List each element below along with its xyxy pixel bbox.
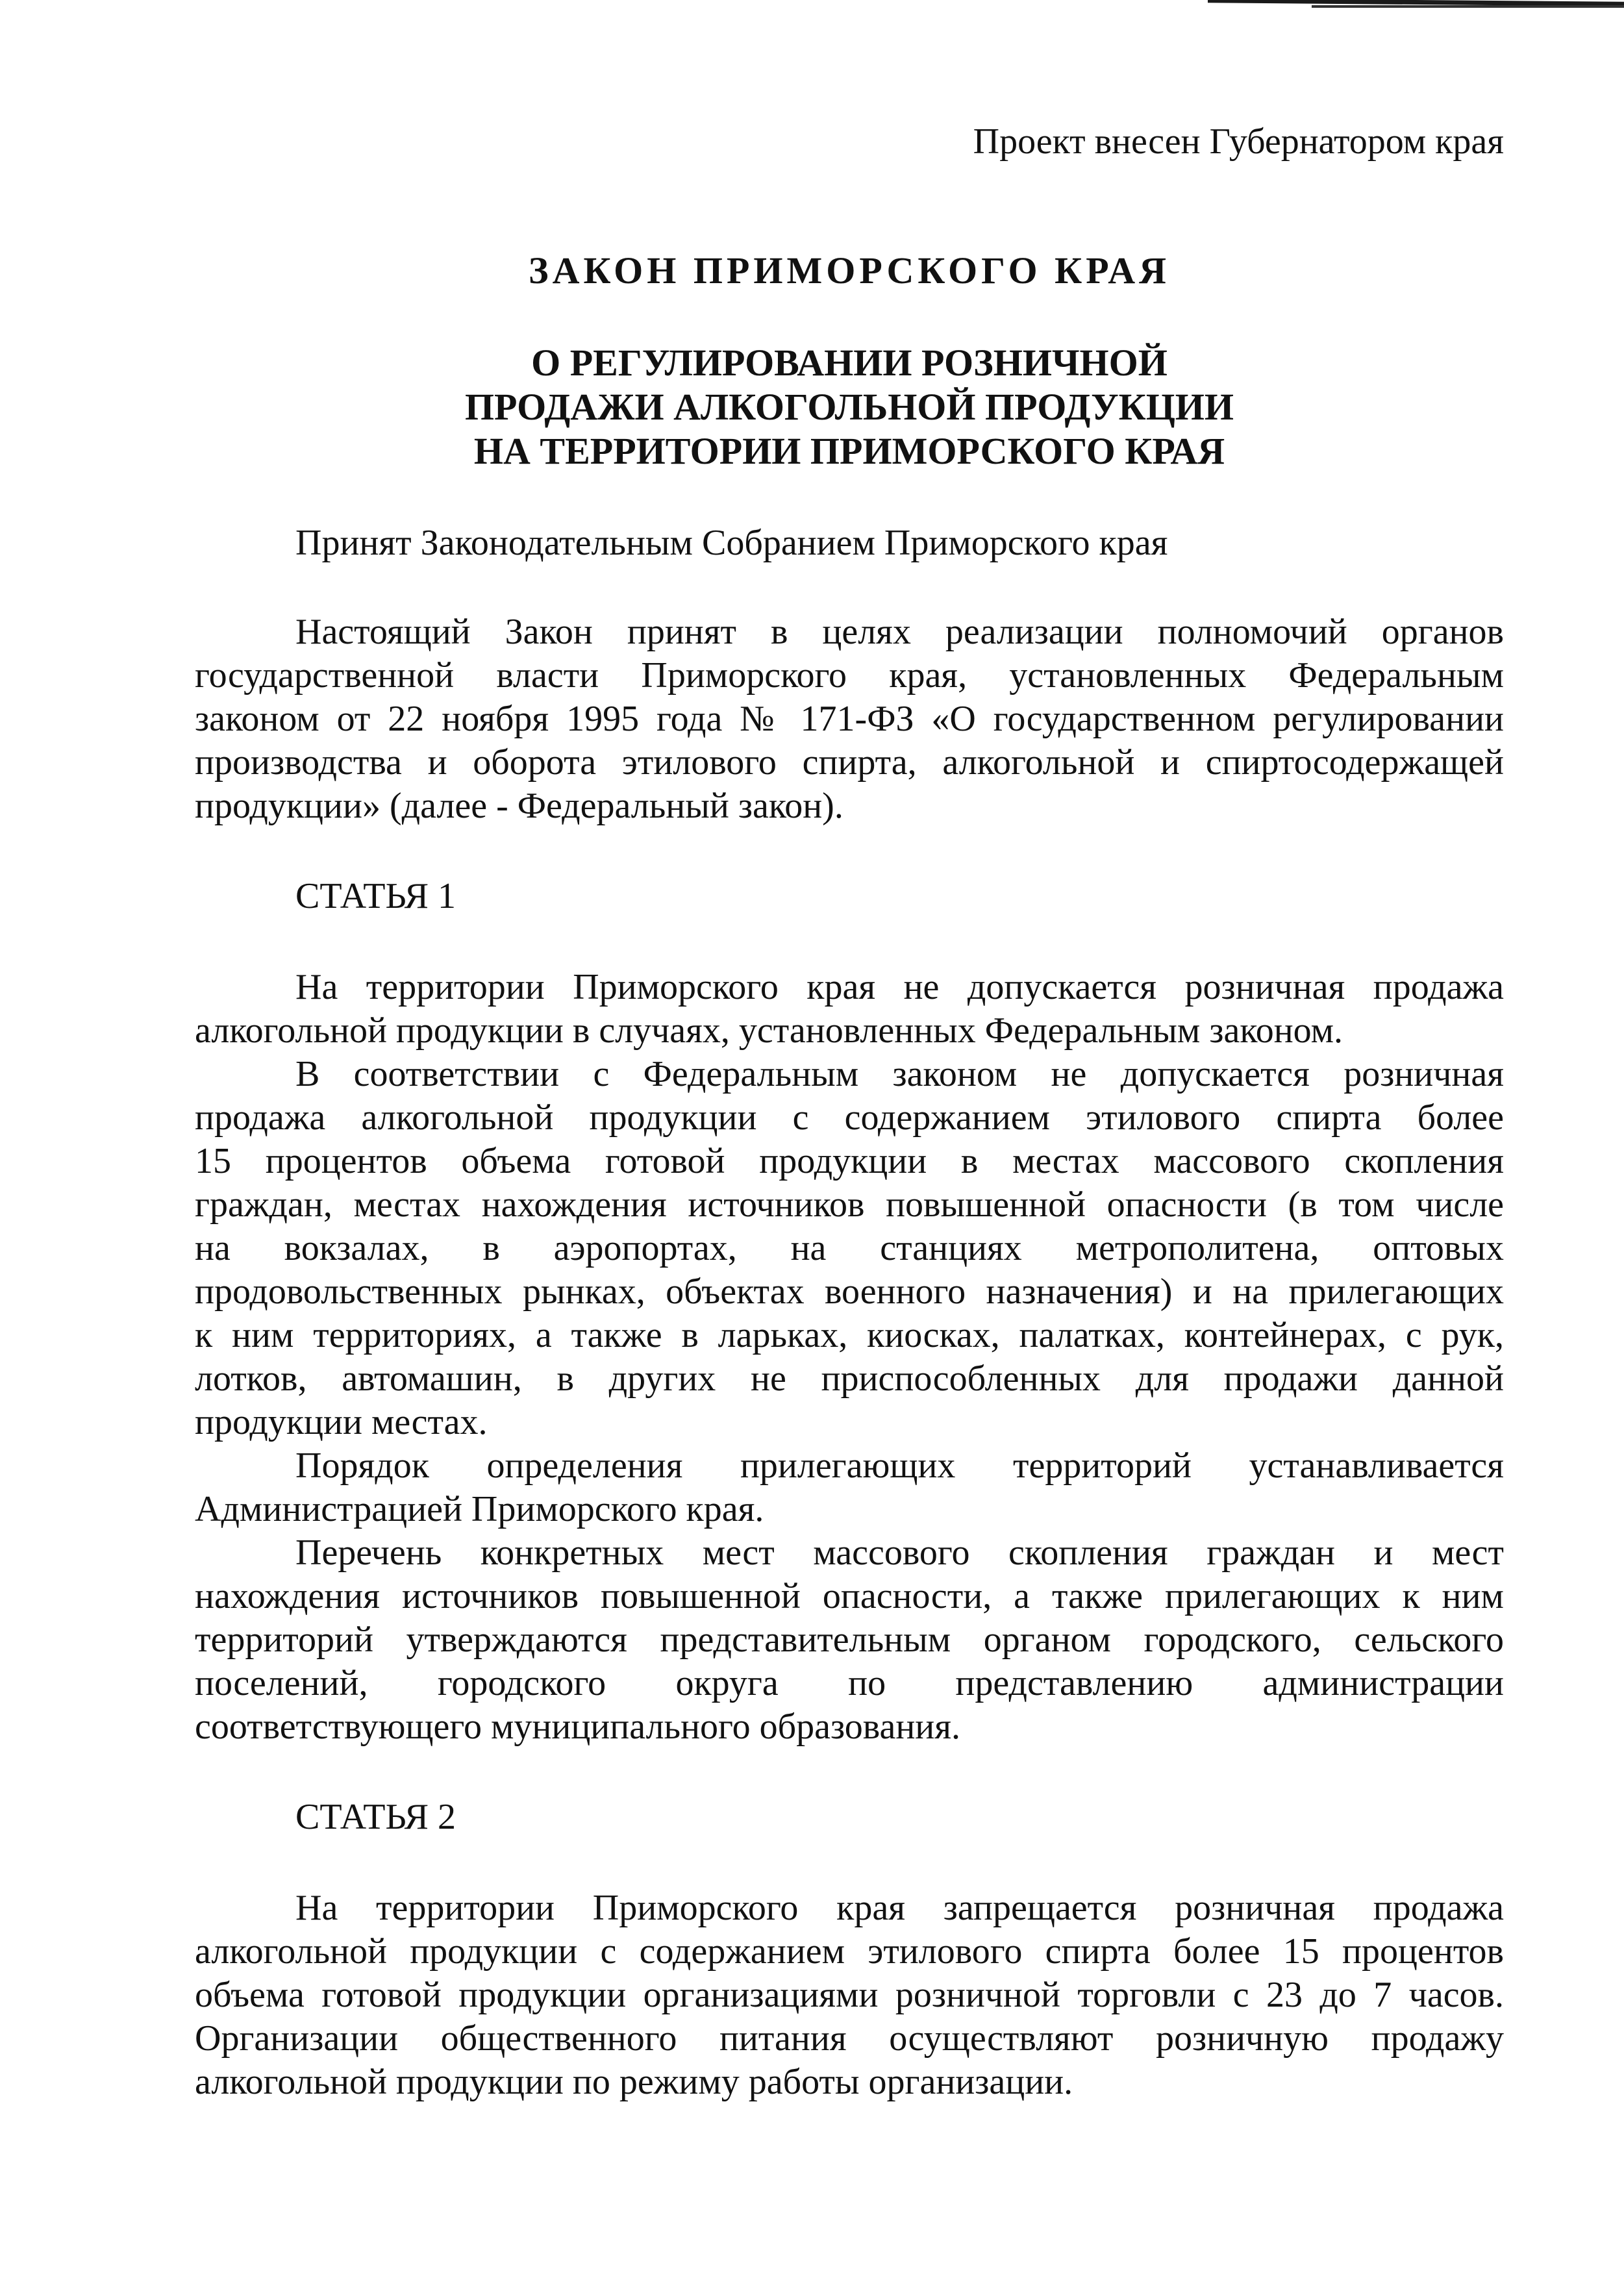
text-line: объема готовой продукции организациями розничной торговли с 23 до 7 часов. [195, 1975, 1504, 2015]
text-line: законом от 22 ноября 1995 года № 171-ФЗ «О государственном регулировании [195, 699, 1504, 739]
text-line: соответствующего муниципального образования. [195, 1707, 961, 1747]
text-line: продукции» (далее - Федеральный закон). [195, 786, 843, 826]
article-1-paragraph-2 [195, 1053, 1504, 1444]
text-line: поселений, городского округа по представлению администрации [195, 1663, 1504, 1703]
text-line: к ним территориях, а также в ларьках, киосках, палатках, контейнерах, с рук, [195, 1315, 1504, 1355]
law-subtitle-line: ПРОДАЖИ АЛКОГОЛЬНОЙ ПРОДУКЦИИ [464, 386, 1234, 428]
text-line: Администрацией Приморского края. [195, 1489, 764, 1529]
text-line: государственной власти Приморского края, установленных Федеральным [195, 655, 1504, 695]
text-line: 15 процентов объема готовой продукции в местах массового скопления [195, 1141, 1504, 1181]
text-line: алкогольной продукции с содержанием этилового спирта более 15 процентов [195, 1931, 1504, 1972]
text-line: производства и оборота этилового спирта, алкогольной и спиртосодержащей [195, 742, 1504, 783]
law-subtitle-line: О РЕГУЛИРОВАНИИ РОЗНИЧНОЙ [531, 342, 1168, 384]
article-2-heading: СТАТЬЯ 2 [295, 1797, 456, 1837]
text-line: продажа алкогольной продукции с содержанием этилового спирта более [195, 1097, 1504, 1138]
article-1-heading: СТАТЬЯ 1 [295, 876, 456, 916]
article-1-paragraph-4 [195, 1531, 1504, 1749]
text-line: В соответствии с Федеральным законом не допускается розничная [295, 1054, 1504, 1094]
text-line: территорий утверждаются представительным органом городского, сельского [195, 1620, 1504, 1660]
text-line: продукции местах. [195, 1402, 488, 1442]
text-line: Организации общественного питания осуществляют розничную продажу [195, 2018, 1504, 2059]
text-line: На территории Приморского края не допускается розничная продажа [295, 967, 1504, 1007]
law-title: ЗАКОН ПРИМОРСКОГО КРАЯ [528, 249, 1170, 292]
law-subtitle-line: НА ТЕРРИТОРИИ ПРИМОРСКОГО КРАЯ [473, 430, 1225, 472]
article-1-paragraph-1 [195, 966, 1504, 1053]
submitter-note: Проект внесен Губернатором края [973, 121, 1504, 162]
text-line: Настоящий Закон принят в целях реализации полномочий органов [295, 612, 1504, 652]
text-line: алкогольной продукции в случаях, установленных Федеральным законом. [195, 1010, 1343, 1051]
text-line: граждан, местах нахождения источников повышенной опасности (в том числе [195, 1184, 1504, 1225]
law-subtitle [195, 341, 1504, 473]
text-line: лотков, автомашин, в других не приспособленных для продажи данной [195, 1359, 1504, 1399]
text-line: нахождения источников повышенной опасности, а также прилегающих к ним [195, 1576, 1504, 1616]
text-line: Перечень конкретных мест массового скопления граждан и мест [295, 1533, 1504, 1573]
article-1-paragraph-3 [195, 1444, 1504, 1531]
text-line: продовольственных рынках, объектах военного назначения) и на прилегающих [195, 1272, 1504, 1312]
adopted-by-note: Принят Законодательным Собранием Приморского края [295, 523, 1168, 563]
scan-edge-artifact [1312, 5, 1624, 8]
text-line: Порядок определения прилегающих территорий устанавливается [295, 1446, 1504, 1486]
text-line: На территории Приморского края запрещается розничная продажа [295, 1888, 1504, 1928]
article-2-paragraph-1 [195, 1886, 1504, 2104]
text-line: на вокзалах, в аэропортах, на станциях метрополитена, оптовых [195, 1228, 1504, 1268]
text-line: алкогольной продукции по режиму работы организации. [195, 2062, 1073, 2102]
preamble-paragraph [195, 610, 1504, 828]
